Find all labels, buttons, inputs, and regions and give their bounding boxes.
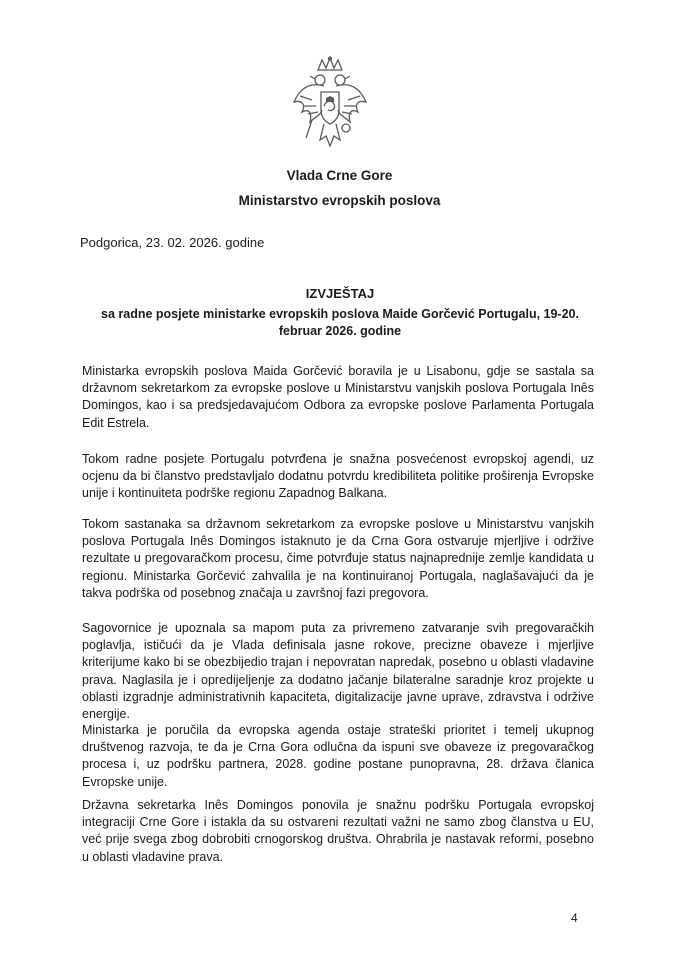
place-date: Podgorica, 23. 02. 2026. godine <box>80 235 265 250</box>
paragraph-5: Ministarka je poručila da evropska agenda ostaje strateški prioritet i temelj ukupnog društvenog razvoja, te da je Crna Gora odlučna da ispuni sve obaveze iz pregovaračkog procesa i, uz podršku partnera, 2028. godine postane punopravna, 28. država članica Evropske unije. <box>82 723 594 789</box>
coat-of-arms-icon <box>290 56 370 152</box>
paragraph-2: Tokom radne posjete Portugalu potvrđena je snažna posvećenost evropskoj agendi, uz ocjenu da bi članstvo predstavljalo dodatnu potvrdu kredibiliteta politike proširenja Evropske unije i kontinuiteta podrške regionu Zapadnog Balkana. <box>82 452 594 501</box>
report-subtitle: sa radne posjete ministarke evropskih poslova Maide Gorčević Portugalu, 19-20. februar 2026. godine <box>101 307 579 338</box>
report-title: IZVJEŠTAJ <box>305 286 375 301</box>
ministry-name: Ministarstvo evropskih poslova <box>238 193 441 208</box>
government-name: Vlada Crne Gore <box>286 168 393 183</box>
paragraph-3: Tokom sastanaka sa državnom sekretarkom za evropske poslove u Ministarstvu vanjskih poslova Portugala Inês Domingos istaknuto je da Crna Gora ostvaruje mjerljive i održive rezultate u pregovaračkom procesu, čime potvrđuje status najnaprednije zemlje kandidata u regionu. Ministarka Gorčević zahvalila je na kontinuiranoj Portugala, naglašavajući da je takva podrška od posebnog značaja u završnoj fazi pregovora. <box>82 517 594 600</box>
page-number: 4 <box>571 911 578 925</box>
paragraph-4: Sagovornice je upoznala sa mapom puta za privremeno zatvaranje svih pregovaračkih poglavlja, ističući da je Vlada definisala jasne rokove, precizne obaveze i mjerljive kriterijume kako bi se obezbijedio trajan i nepovratan napredak, posebno u oblasti vladavine prava. Naglasila je i opredijeljenje za dodatno jačanje bilateralne saradnje kroz projekte u oblasti izgradnje administrativnih kapaciteta, digitalizacije javne uprave, zdravstva i održive energije. <box>82 621 594 722</box>
paragraph-6: Državna sekretarka Inês Domingos ponovila je snažnu podršku Portugala evropskoj integraciji Crne Gore i istakla da su ostvareni rezultati važni ne samo zbog članstva u EU, već prije svega zbog dobrobiti crnogorskog društva. Ohrabrila je nastavak reformi, posebno u oblasti vladavine prava. <box>82 798 594 864</box>
paragraph-1: Ministarka evropskih poslova Maida Gorčević boravila je u Lisabonu, gdje se sastala sa državnom sekretarkom za evropske poslove u Ministarstvu vanjskih poslova Portugala Inês Domingos, kao i sa predsjedavajućom Odbora za evropske poslove Parlamenta Portugala Edit Estrela. <box>82 364 594 430</box>
